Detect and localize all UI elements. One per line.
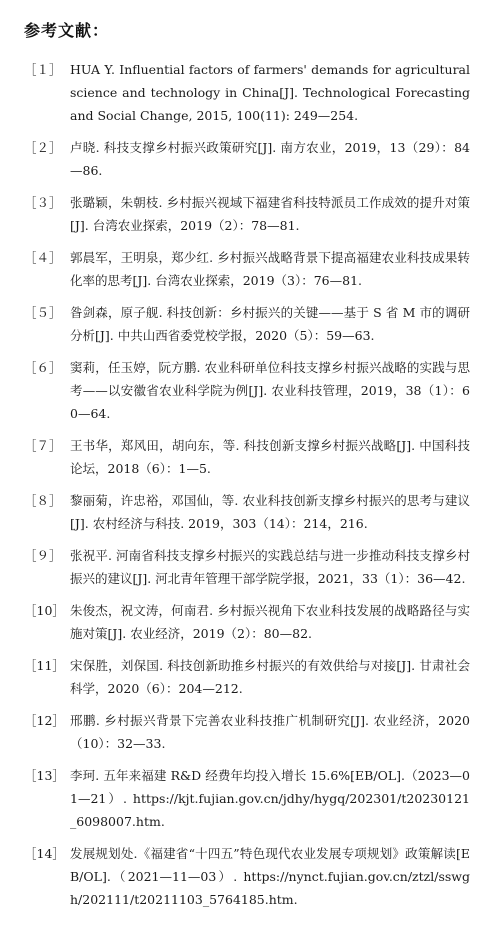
reference-text: 张祝平. 河南省科技支撑乡村振兴的实践总结与进一步推动科技支撑乡村振兴的建议[J]. 河北青年管理干部学院学报，2021，33（1）：36—42.	[70, 548, 470, 586]
references-heading: 参考文献：	[24, 21, 110, 40]
reference-number: ［14］	[24, 846, 65, 861]
reference-number: ［２］	[24, 140, 62, 155]
reference-item	[24, 654, 470, 700]
reference-item	[24, 246, 470, 292]
reference-number: ［５］	[24, 305, 62, 320]
reference-text: 王书华，郑风田，胡向东，等. 科技创新支撑乡村振兴战略[J]. 中国科技论坛，2018（6）：1—5.	[70, 438, 470, 476]
reference-item	[24, 434, 470, 480]
reference-text: 卢晓. 科技支撑乡村振兴政策研究[J]. 南方农业，2019，13（29）：84—86.	[70, 140, 470, 178]
reference-item	[24, 764, 470, 833]
reference-text: 张璐颖，朱朝枝. 乡村振兴视域下福建省科技特派员工作成效的提升对策[J]. 台湾农业探索，2019（2）：78—81.	[70, 195, 470, 233]
reference-number: ［９］	[24, 548, 62, 563]
reference-number: ［３］	[24, 195, 62, 210]
reference-item	[24, 136, 470, 182]
reference-text: 朱俊杰，祝文涛，何南君. 乡村振兴视角下农业科技发展的战略路径与实施对策[J]. 农业经济，2019（2）：80—82.	[70, 603, 470, 641]
reference-number: ［13］	[24, 768, 65, 783]
reference-text: 李珂. 五年来福建 R&D 经费年均投入增长 15.6%[EB/OL].（2023—01—21）. https://kjt.fujian.gov.cn/jdhy/hygq/202301/t20230121_6098007.htm.	[70, 768, 470, 829]
reference-item	[24, 58, 470, 127]
reference-item	[24, 301, 470, 347]
reference-text: HUA Y. Influential factors of farmers' demands for agricultural science and technology in China[J]. Technological Forecasting and Social Change, 2015, 100(11): 249—254.	[70, 62, 470, 123]
reference-number: ［８］	[24, 493, 62, 508]
reference-item	[24, 544, 470, 590]
reference-item	[24, 842, 470, 911]
reference-text: 郭晨军，王明泉，郑少红. 乡村振兴战略背景下提高福建农业科技成果转化率的思考[J]. 台湾农业探索，2019（3）：76—81.	[70, 250, 470, 288]
reference-text: 黎丽菊，许忠裕，邓国仙，等. 农业科技创新支撑乡村振兴的思考与建议[J]. 农村经济与科技. 2019，303（14）：214，216.	[70, 493, 470, 531]
reference-number: ［12］	[24, 713, 65, 728]
reference-number: ［１］	[24, 62, 62, 77]
reference-item	[24, 599, 470, 645]
reference-text: 窦莉，任玉婷，阮方鹏. 农业科研单位科技支撑乡村振兴战略的实践与思考——以安徽省农业科学院为例[J]. 农业科技管理，2019，38（1）：60—64.	[70, 360, 470, 421]
reference-item	[24, 709, 470, 755]
reference-number: ［７］	[24, 438, 62, 453]
reference-list	[24, 58, 470, 920]
reference-text: 宋保胜，刘保国. 科技创新助推乡村振兴的有效供给与对接[J]. 甘肃社会科学，2020（6）：204—212.	[70, 658, 470, 696]
reference-number: ［４］	[24, 250, 62, 265]
reference-text: 昝剑森，原子舰. 科技创新：乡村振兴的关键——基于 S 省 M 市的调研分析[J]. 中共山西省委党校学报，2020（5）：59—63.	[70, 305, 470, 343]
reference-text: 邢鹏. 乡村振兴背景下完善农业科技推广机制研究[J]. 农业经济，2020（10）：32—33.	[70, 713, 470, 751]
reference-text: 发展规划处.《福建省“十四五”特色现代农业发展专项规划》政策解读[EB/OL].（2021—11—03）. https://nynct.fujian.gov.cn/ztzl/sswgh/202111/t20211103_5764185.htm.	[70, 846, 470, 907]
reference-number: ［10］	[24, 603, 65, 618]
reference-item	[24, 191, 470, 237]
reference-number: ［11］	[24, 658, 65, 673]
reference-number: ［６］	[24, 360, 62, 375]
reference-item	[24, 356, 470, 425]
reference-item	[24, 489, 470, 535]
